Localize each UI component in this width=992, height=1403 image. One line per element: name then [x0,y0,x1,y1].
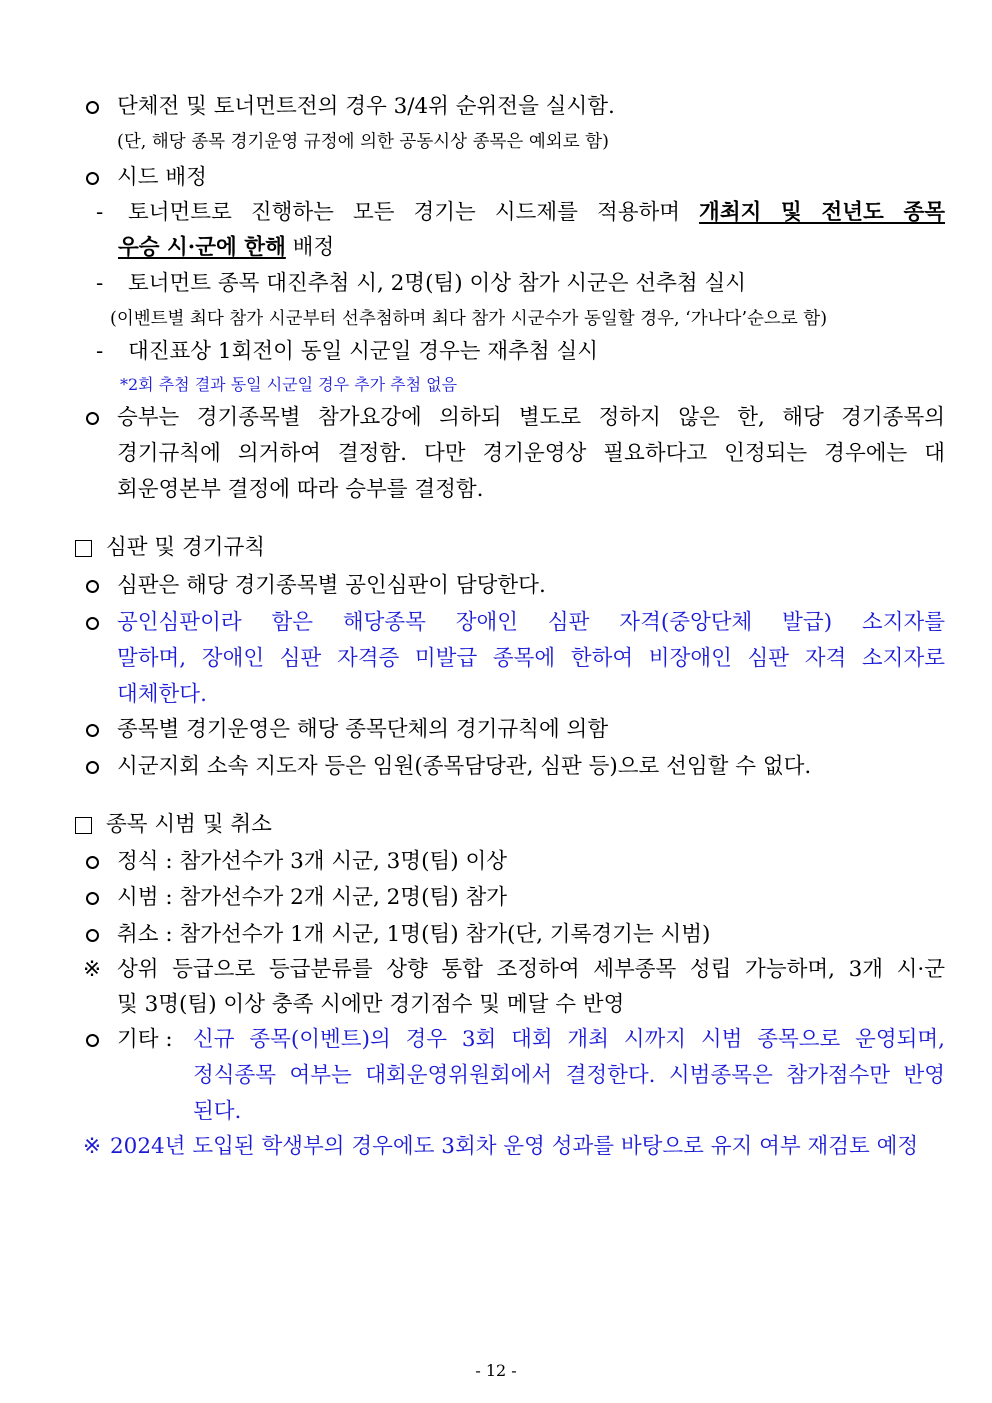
square-checkbox-icon [75,817,92,834]
text-span: 토너먼트로 진행하는 모든 경기는 시드제를 적용하며 [128,200,700,225]
text-line: 시범 : 참가선수가 2개 시군, 2명(팀) 참가 [117,885,507,910]
circle-bullet-icon [86,412,99,425]
text-line: 공인심판이라 함은 해당종목 장애인 심판 자격(중앙단체 발급) 소지자를 [117,610,945,635]
reference-mark: ※ [83,1134,102,1159]
circle-bullet-icon [86,101,99,114]
square-checkbox-icon [75,540,92,557]
circle-bullet-icon [86,856,99,869]
section-heading: 종목 시범 및 취소 [106,812,272,837]
text-line: 경기규칙에 의거하여 결정함. 다만 경기운영상 필요하다고 인정되는 경우에는 대 [117,441,945,466]
circle-bullet-icon [86,929,99,942]
dash-bullet: - [96,200,104,225]
text-line: 회운영본부 결정에 따라 승부를 결정함. [117,477,484,502]
text-line: 승부는 경기종목별 참가요강에 의하되 별도로 정하지 않은 한, 해당 경기종목의 [117,405,945,430]
text-line: 상위 등급으로 등급분류를 상향 통합 조정하여 세부종목 성립 가능하며, 3개 시·군 [117,957,945,982]
text-line: 토너먼트 종목 대진추첨 시, 2명(팀) 이상 참가 시군은 선추첨 실시 [128,271,747,296]
text-line: 시군지회 소속 지도자 등은 임원(종목담당관, 심판 등)으로 선임할 수 없다. [117,754,812,779]
text-line [128,198,945,228]
text-line: 말하며, 장애인 심판 자격증 미발급 종목에 한하여 비장애인 심판 자격 소지자로 [117,646,945,671]
circle-bullet-icon [86,724,99,737]
subheading: 시드 배정 [117,165,207,190]
text-line: 대진표상 1회전이 동일 시군일 경우는 재추첨 실시 [128,339,599,364]
dash-bullet: - [96,339,104,364]
page-number: - 12 - [475,1361,517,1380]
label-text: 기타 : [117,1027,173,1052]
note-line: (이벤트별 최다 참가 시군부터 선추첨하며 최다 참가 시군수가 동일할 경우, ‘가나다’순으로 함) [110,309,828,329]
text-line: 대체한다. [117,682,207,707]
section-heading: 심판 및 경기규칙 [106,535,266,560]
circle-bullet-icon [86,892,99,905]
text-line [118,233,334,263]
circle-bullet-icon [86,172,99,185]
text-line: 및 3명(팀) 이상 충족 시에만 경기점수 및 메달 수 반영 [117,992,625,1017]
circle-bullet-icon [86,580,99,593]
dash-bullet: - [96,271,104,296]
text-line: (단, 해당 종목 경기운영 규정에 의한 공동시상 종목은 예외로 함) [117,132,609,152]
text-line: 된다. [193,1099,242,1124]
emphasis-text: 우승 시·군에 한해 [118,235,286,260]
text-line: 정식종목 여부는 대회운영위원회에서 결정한다. 시범종목은 참가점수만 반영 [193,1063,945,1088]
text-line: 단체전 및 토너먼트전의 경우 3/4위 순위전을 실시함. [117,94,615,119]
text-line: 심판은 해당 경기종목별 공인심판이 담당한다. [117,573,546,598]
emphasis-text: 개최지 및 전년도 종목 [699,200,945,225]
text-line: 취소 : 참가선수가 1개 시군, 1명(팀) 참가(단, 기록경기는 시범) [117,922,711,947]
reference-mark: ※ [83,957,102,982]
note-line: *2회 추첨 결과 동일 시군일 경우 추가 추첨 없음 [120,375,458,394]
text-line: 정식 : 참가선수가 3개 시군, 3명(팀) 이상 [117,849,507,874]
circle-bullet-icon [86,617,99,630]
text-line: 종목별 경기운영은 해당 종목단체의 경기규칙에 의함 [117,717,609,742]
circle-bullet-icon [86,761,99,774]
text-line: 2024년 도입된 학생부의 경우에도 3회차 운영 성과를 바탕으로 유지 여부 재검토 예정 [110,1134,919,1159]
circle-bullet-icon [86,1034,99,1047]
text-span: 배정 [285,235,335,260]
text-line: 신규 종목(이벤트)의 경우 3회 대회 개최 시까지 시범 종목으로 운영되며, [193,1027,945,1052]
